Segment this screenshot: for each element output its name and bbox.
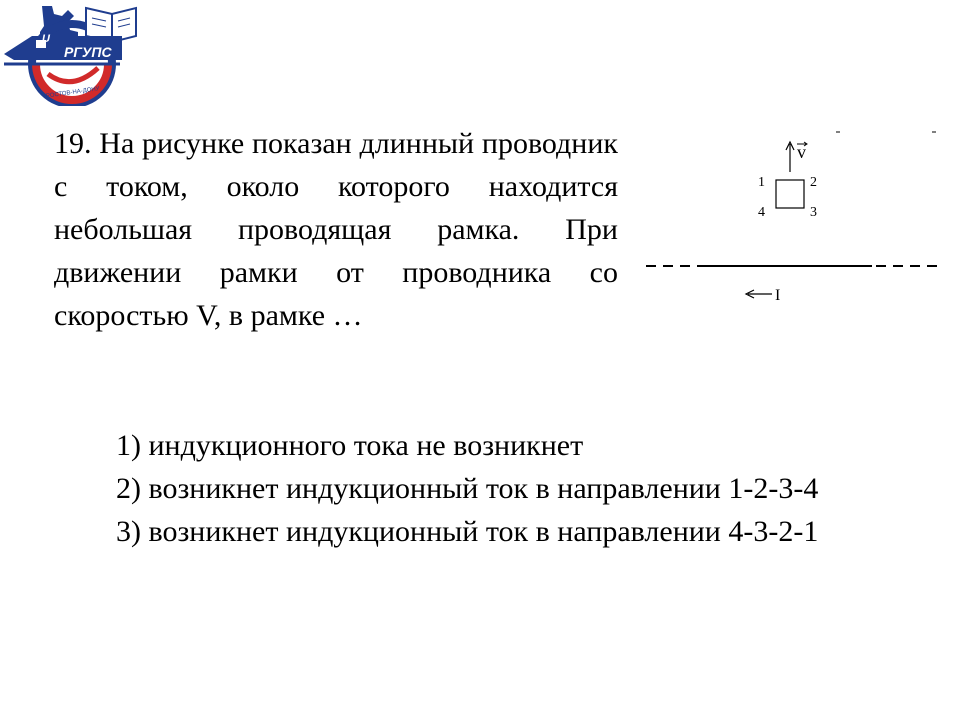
logo-letter: U (42, 33, 50, 45)
corner-label-1: 1 (758, 175, 765, 190)
corner-label-2: 2 (810, 175, 817, 190)
conducting-frame (776, 180, 804, 208)
corner-label-4: 4 (758, 205, 765, 220)
answer-option-2: 2) возникнет индукционный ток в направлении 1-2-3-4 (116, 472, 819, 505)
corner-label-3: 3 (810, 205, 817, 220)
physics-diagram (640, 120, 950, 320)
velocity-arrow (786, 142, 794, 172)
velocity-label: v (797, 142, 806, 162)
current-arrow (746, 290, 772, 298)
answer-option-3: 3) возникнет индукционный ток в направлении 4-3-2-1 (116, 515, 819, 548)
university-logo (2, 2, 140, 106)
logo-city: РОСТОВ-НА-ДОНУ (45, 86, 100, 100)
answer-list (64, 424, 924, 553)
logo-name: РГУПС (64, 44, 112, 60)
answer-option-1: 1) индукционного тока не возникнет (116, 429, 584, 462)
current-label: I (775, 287, 781, 304)
question-text: 19. На рисунке показан длинный проводник с током, около которого находится небольшая проводящая рамка. При движении рамки от проводника со скоростью V, в рамке … (54, 127, 618, 332)
